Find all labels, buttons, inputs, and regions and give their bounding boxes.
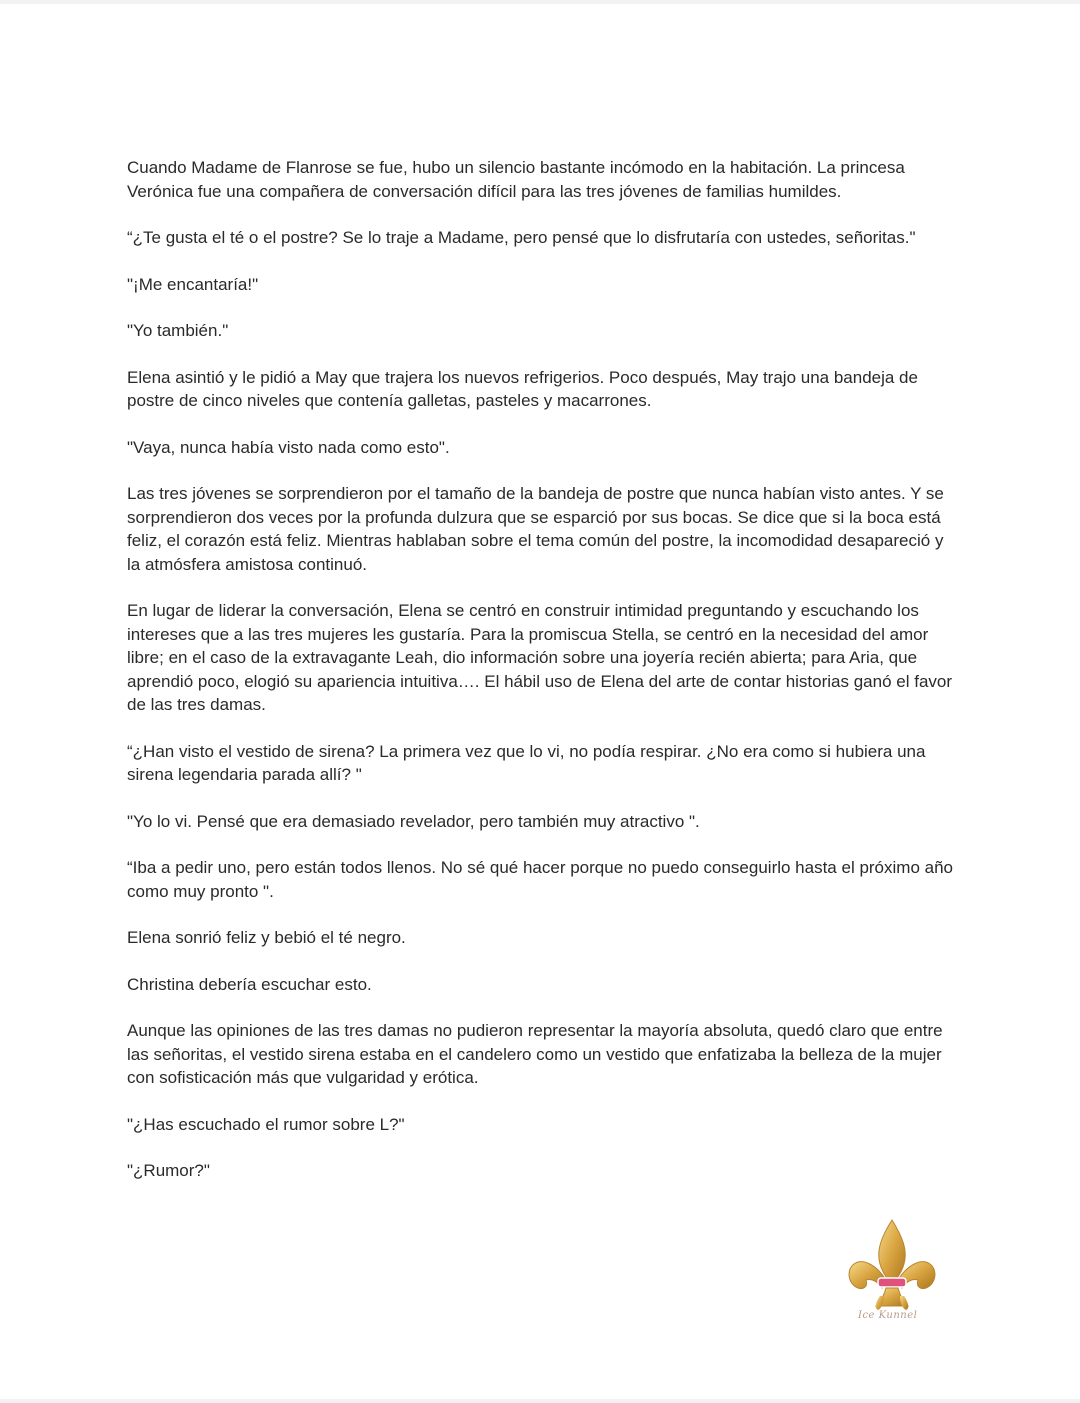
paragraph: "Yo también.": [127, 321, 229, 340]
paragraph: En lugar de liderar la conversación, Elena se centró en construir intimidad preguntando y escuchando los intereses que a las tres mujeres les gustaría. Para la promiscua Stella, se centró en la necesidad del amor libre; en el caso de la extravagante Leah, dio información sobre una joyería recién abierta; para Aria, que aprendió poco, elogió su apariencia intuitiva…. El hábil uso de Elena del arte de contar historias ganó el favor de las tres damas.: [127, 601, 953, 714]
paragraph: “Iba a pedir uno, pero están todos llenos. No sé qué hacer porque no puedo conseguirlo hasta el próximo año como muy pronto ".: [127, 858, 953, 901]
paragraph: "Yo lo vi. Pensé que era demasiado revelador, pero también muy atractivo ".: [127, 811, 700, 831]
paragraph: Elena sonrió feliz y bebió el té negro.: [127, 928, 406, 947]
paragraph: Cuando Madame de Flanrose se fue, hubo un silencio bastante incómodo en la habitación. La princesa Verónica fue una compañera de conversación difícil para las tres jóvenes de familias humildes.: [127, 158, 905, 201]
paragraph: Las tres jóvenes se sorprendieron por el tamaño de la bandeja de postre que nunca habían visto antes. Y se sorprendieron dos veces por la profunda dulzura que se esparció por sus bocas. Se dice que si la boca está feliz, el corazón está feliz. Mientras hablaban sobre el tema común del postre, la incomodidad desapareció y la atmósfera amistosa continuó.: [127, 484, 944, 574]
paragraph: "¿Rumor?": [127, 1161, 210, 1180]
paragraph: Christina debería escuchar esto.: [127, 974, 372, 994]
paragraph: Aunque las opiniones de las tres damas no pudieron representar la mayoría absoluta, quedó claro que entre las señoritas, el vestido sirena estaba en el candelero como un vestido que enfatizaba la belleza de la mujer con sofisticación más que vulgaridad y erótica.: [127, 1021, 943, 1087]
paragraph: “¿Te gusta el té o el postre? Se lo traje a Madame, pero pensé que lo disfrutaría con ustedes, señoritas.": [127, 228, 916, 247]
paragraph: “¿Han visto el vestido de sirena? La primera vez que lo vi, no podía respirar. ¿No era como si hubiera una sirena legendaria parada allí? ": [127, 741, 926, 784]
document-page: [0, 4, 1080, 1399]
document-body: [127, 156, 957, 1206]
paragraph: Elena asintió y le pidió a May que trajera los nuevos refrigerios. Poco después, May trajo una bandeja de postre de cinco niveles que contenía galletas, pasteles y macarrones.: [127, 367, 918, 410]
signature: Ice Kunnel: [858, 1310, 918, 1321]
paragraph: "¡Me encantaría!": [127, 274, 259, 294]
paragraph: "¿Has escuchado el rumor sobre L?": [127, 1114, 405, 1134]
paragraph: "Vaya, nunca había visto nada como esto".: [127, 437, 450, 457]
